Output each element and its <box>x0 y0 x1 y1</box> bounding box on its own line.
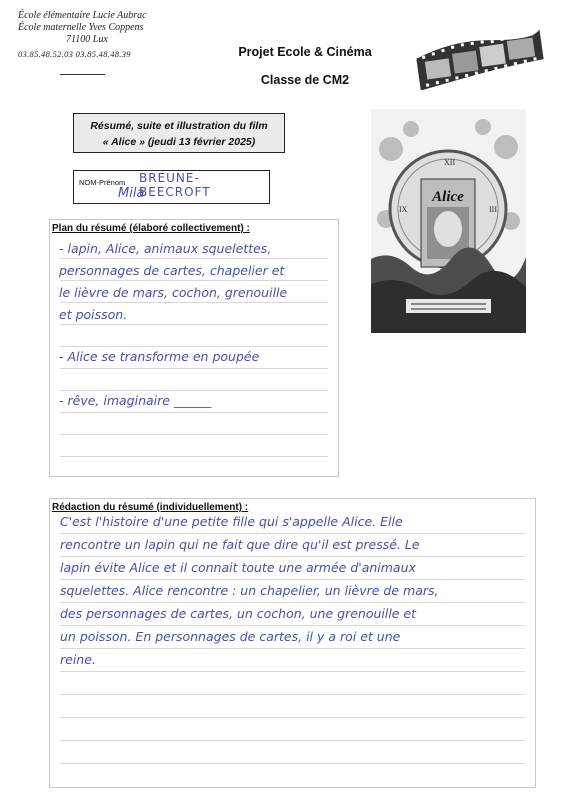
film-strip-icon <box>415 28 545 90</box>
plan-line-4: et poisson. <box>59 307 128 322</box>
plan-line-6: - rêve, imaginaire ______ <box>59 393 212 408</box>
school-name-nursery: École maternelle Yves Coppens <box>18 22 144 33</box>
plan-line-1: - lapin, Alice, animaux squelettes, <box>59 241 272 256</box>
redaction-line-5: des personnages de cartes, un cochon, une grenouille et <box>60 606 417 621</box>
redaction-text <box>60 510 438 671</box>
redaction-line-4: squelettes. Alice rencontre : un chapelier, un lièvre de mars, <box>60 583 439 598</box>
plan-section <box>49 219 339 477</box>
name-box <box>73 170 270 204</box>
redaction-line-7: reine. <box>60 652 96 667</box>
project-title: Projet Ecole & Cinéma <box>238 45 372 59</box>
redaction-section <box>49 498 536 788</box>
student-last-name: BREUNE-BEECROFT <box>139 171 211 199</box>
plan-line-3: le lièvre de mars, cochon, grenouille <box>59 285 288 300</box>
redaction-line-1: C'est l'histoire d'une petite fille qui s'appelle Alice. Elle <box>60 514 403 529</box>
plan-line-5: - Alice se transforme en poupée <box>59 349 260 364</box>
poster-title: Alice <box>432 189 464 205</box>
class-name: Classe de CM2 <box>260 73 350 87</box>
film-title-line2: « Alice » (jeudi 13 février 2025) <box>102 136 256 148</box>
school-name-elementary: École élémentaire Lucie Aubrac <box>18 10 147 21</box>
svg-text:IX: IX <box>399 205 408 214</box>
school-phones: 03.85.48.52.03 03.85.48.48.39 <box>18 49 131 59</box>
redaction-line-2: rencontre un lapin qui ne fait que dire qu'il est pressé. Le <box>60 537 420 552</box>
movie-poster-icon <box>371 109 526 333</box>
plan-line-2: personnages de cartes, chapelier et <box>59 263 285 278</box>
redaction-line-6: un poisson. En personnages de cartes, il y a roi et une <box>60 629 401 644</box>
header-rule <box>60 74 105 75</box>
name-label: NOM-Prénom <box>79 178 126 187</box>
svg-text:III: III <box>489 205 497 214</box>
school-header <box>18 10 188 75</box>
school-city: 71100 Lux <box>66 34 108 45</box>
svg-text:XII: XII <box>444 158 456 167</box>
film-title-line1: Résumé, suite et illustration du film <box>90 120 268 132</box>
film-title-box <box>73 113 285 153</box>
plan-heading: Plan du résumé (élaboré collectivement) : <box>52 223 250 234</box>
redaction-heading: Rédaction du résumé (individuellement) : <box>52 502 249 513</box>
student-first-name: Mila <box>118 186 145 201</box>
project-header <box>225 38 385 94</box>
redaction-line-3: lapin évite Alice et il connait toute une armée d'animaux <box>60 560 416 575</box>
